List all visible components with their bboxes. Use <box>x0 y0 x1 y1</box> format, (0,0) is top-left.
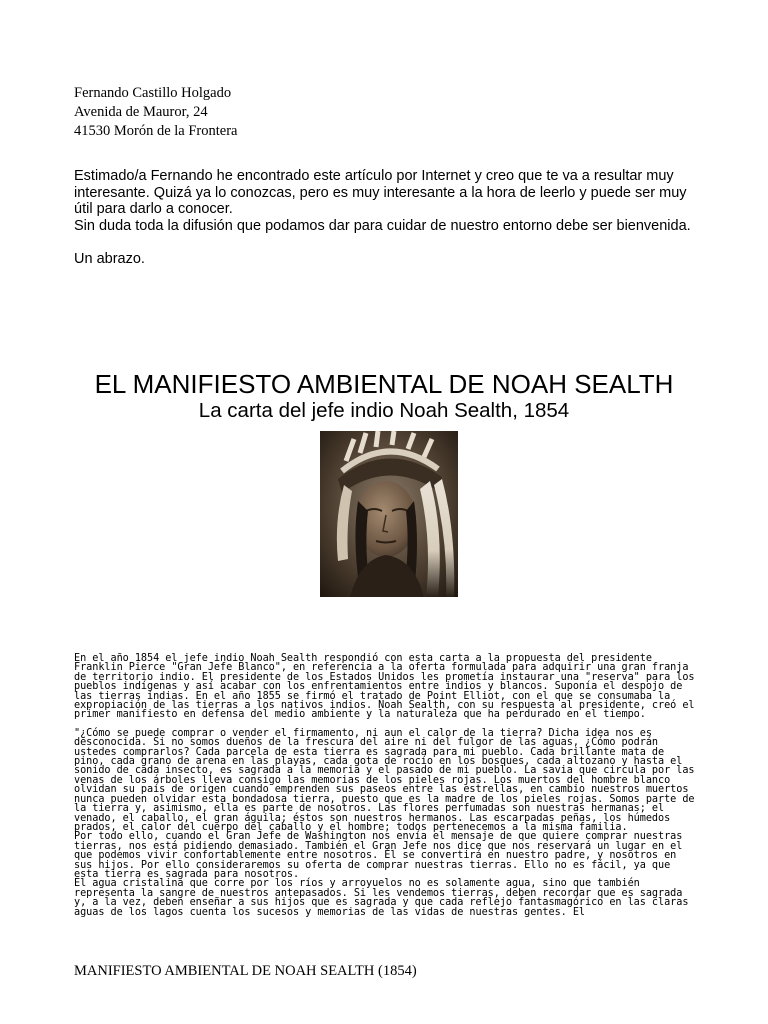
cover-letter <box>74 168 704 268</box>
article-body <box>74 654 696 917</box>
letter-closing: Un abrazo. <box>74 251 145 267</box>
letter-paragraph: Estimado/a Fernando he encontrado este artículo por Internet y creo que te va a resultar muy interesante. Quizá ya lo conozcas, pero es muy interesante a la hora de leerlo y puede ser muy útil para darlo a conocer. <box>74 168 687 217</box>
letter-paragraph-2: Sin duda toda la difusión que podamos dar para cuidar de nuestro entorno debe ser bienvenida. <box>74 217 691 234</box>
article-subtitle: La carta del jefe indio Noah Sealth, 1854 <box>198 399 570 422</box>
page-footer: MANIFIESTO AMBIENTAL DE NOAH SEALTH (1854) <box>74 963 417 979</box>
address-city: 41530 Morón de la Frontera <box>74 123 238 139</box>
address-name: Fernando Castillo Holgado <box>74 85 232 101</box>
article-paragraph-3: El agua cristalina que corre por los ríos y arroyuelos no es solamente agua, sino que también representa la sangre de nuestros antepasados. Si les vendemos tierras, deben recordar que es sagrada y, a la vez, deben enseñar a sus hijos que es sagrada y que cada reflejo fantasmagórico en las claras aguas de los lagos cuenta los sucesos y memorias de las vidas de nuestras gentes. El <box>74 878 689 918</box>
address-street: Avenida de Mauror, 24 <box>74 104 208 120</box>
article-quote: "¿Cómo se puede comprar o vender el firmamento, ni aun el calor de la tierra? Dicha idea nos es desconocida. Si no somos dueños de la frescura del aire ni del fulgor de las aguas, ¿Cómo podrán ustedes comprarlos? Cada parcela de esta tierra es sagrada para mi pueblo. Cada brillante mata de pino, cada grano de arena en las playas, cada gota de rocío en los bosques, cada altozano y hasta el sonido de cada insecto, es sagrada a la memoria y el pasado de mi pueblo. La savia que circula por las venas de los árboles lleva consigo las memorias de los pieles rojas. Los muertos del hombre blanco olvidan su país de origen cuando emprenden sus paseos entre las estrellas, en cambio nuestros muertos nunca pueden olvidar esta bondadosa tierra, puesto que es la madre de los pieles rojas. Somos parte de la tierra y, asimismo, ella es parte de nosotros. Las flores perfumadas son nuestras hermanas; el venado, el caballo, el gran águila; éstos son nuestros hermanos. Las escarpadas peñas, los húmedos prados, el calor del cuerpo del caballo y el hombre; todos pertenecemos a la misma familia. <box>74 727 695 833</box>
article-intro: En el año 1854 el jefe indio Noah Sealth respondió con esta carta a la propuesta del presidente Franklin Pierce "Gran Jefe Blanco", en referencia a la oferta formulada para adquirir una gran franja de territorio indio. El presidente de los Estados Unidos les prometía instaurar una "reserva" para los pueblos indígenas y así acabar con los enfrentamientos entre indios y blancos. Suponía el despojo de las tierras indias. En el año 1855 se firmó el tratado de Point Elliot, con el que se consumaba la expropiación de las tierras a los nativos indios. Noah Sealth, con su respuesta al presidente, creó el primer manifiesto en defensa del medio ambiente y la naturaleza que ha perdurado en el tiempo. <box>74 653 695 721</box>
sender-address <box>74 84 238 141</box>
article-title: EL MANIFIESTO AMBIENTAL DE NOAH SEALTH <box>94 369 674 399</box>
article-paragraph-2: Por todo ello, cuando el Gran Jefe de Washington nos envía el mensaje de que quiere comprar nuestras tierras, nos está pidiendo demasiado. También el Gran Jefe nos dice que nos reservará un lugar en el que podemos vivir confortablemente entre nosotros. Él se convertirá en nuestro padre, y nosotros en sus hijos. Por ello consideraremos su oferta de comprar nuestras tierras. Ello no es fácil, ya que esta tierra es sagrada para nosotros. <box>74 831 683 880</box>
chief-portrait-image <box>320 431 458 597</box>
